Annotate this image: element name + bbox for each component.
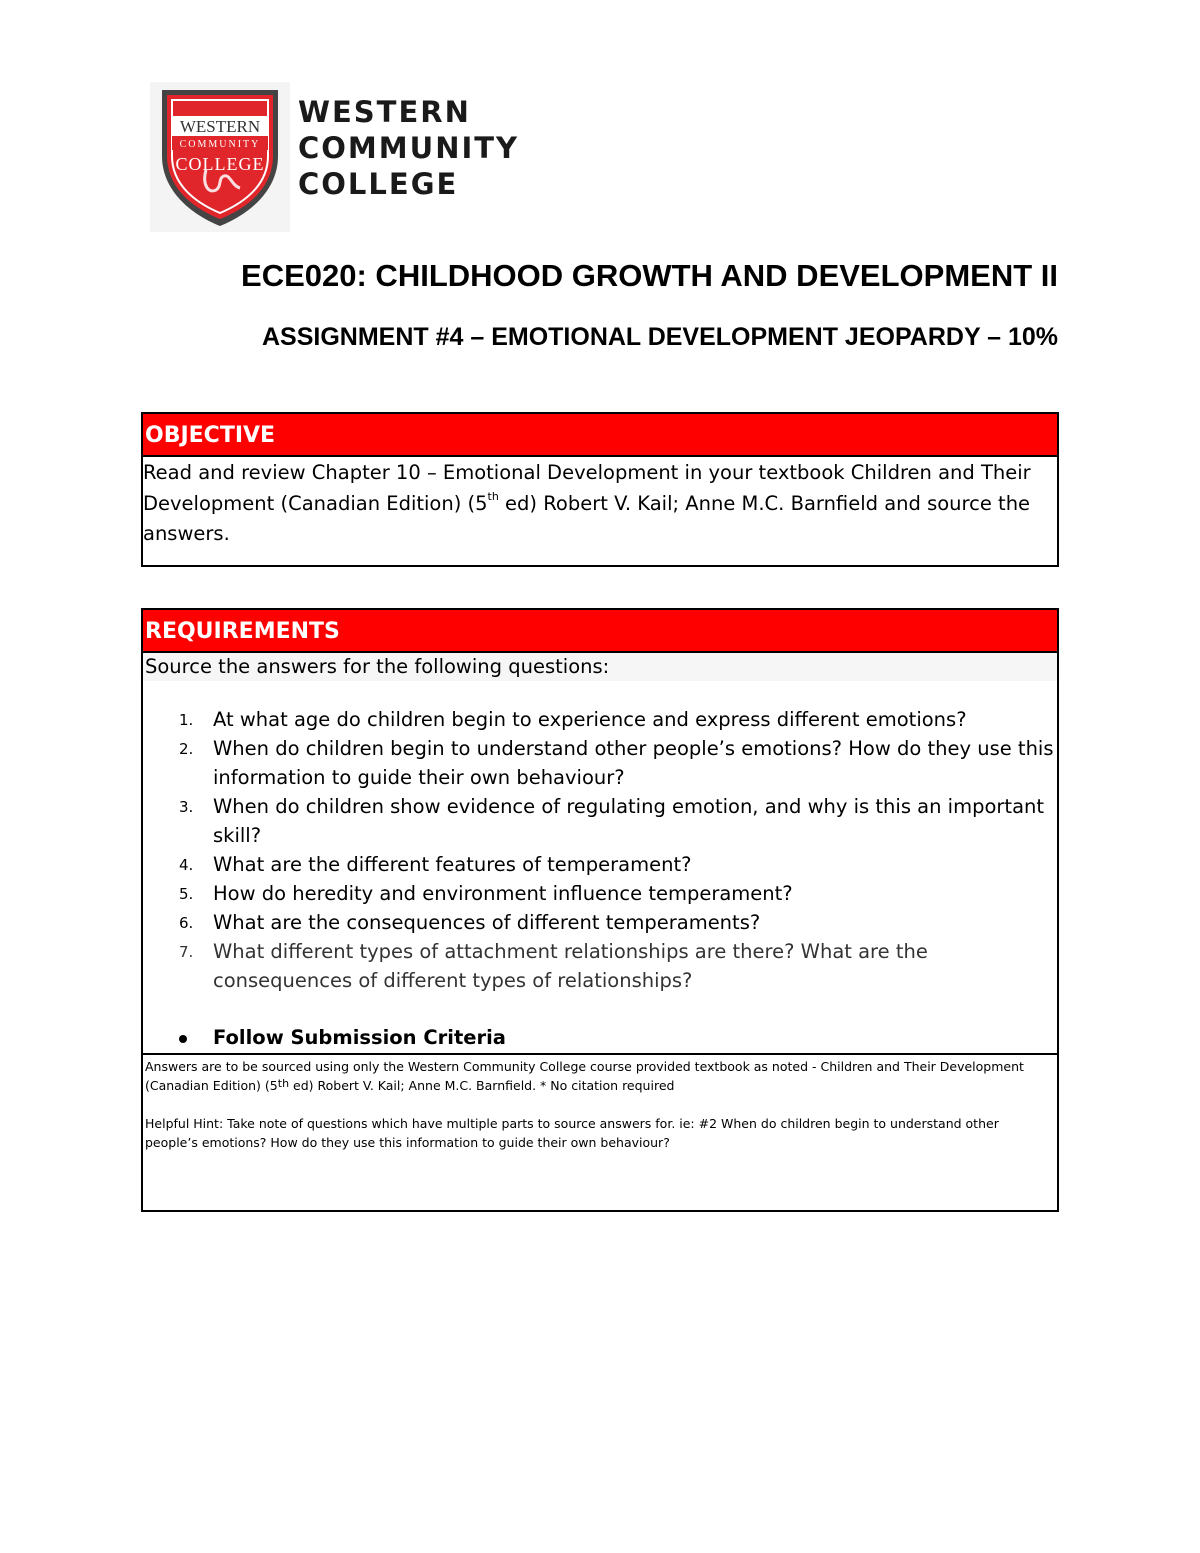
question-item [143, 734, 1057, 792]
objective-heading: OBJECTIVE [143, 414, 1057, 457]
question-number: 7. [179, 943, 194, 961]
question-text: At what age do children begin to experience and express different emotions? [213, 708, 967, 731]
assignment-title: ASSIGNMENT #4 – EMOTIONAL DEVELOPMENT JEOPARDY – 10% [261, 323, 1058, 351]
question-item [143, 908, 1057, 937]
requirements-intro: Source the answers for the following questions: [143, 653, 1057, 681]
question-number: 2. [179, 740, 194, 758]
question-text: When do children begin to understand other people’s emotions? How do they use this information to guide their own behaviour? [213, 737, 1054, 789]
shield-line-2: COMMUNITY [179, 139, 261, 150]
question-text: How do heredity and environment influence temperament? [213, 882, 793, 905]
question-list [143, 705, 1057, 995]
wordmark-line: COLLEGE [298, 167, 459, 201]
submission-label: Follow Submission Criteria [213, 1026, 506, 1049]
question-text: What are the consequences of different temperaments? [213, 911, 761, 934]
objective-text-part: Read and review Chapter 10 – Emotional Development in your textbook Children and Their Development (Canadian Edition) (5 [143, 461, 1031, 515]
question-number: 4. [179, 856, 194, 874]
note-superscript: th [277, 1077, 290, 1090]
question-text: When do children show evidence of regulating emotion, and why is this an important skill? [213, 795, 1045, 847]
course-title: ECE020: CHILDHOOD GROWTH AND DEVELOPMENT II [241, 258, 1058, 293]
submission-criteria [143, 1023, 1057, 1055]
shield-icon [158, 86, 282, 228]
submission-notes [143, 1055, 1057, 1152]
objective-superscript: th [487, 489, 499, 503]
bullet-icon [179, 1035, 187, 1043]
requirements-section [141, 608, 1059, 1212]
wordmark-line: COMMUNITY [298, 131, 520, 165]
question-text: What are the different features of temperament? [213, 853, 692, 876]
question-number: 5. [179, 885, 194, 903]
logo-wordmark [298, 94, 519, 202]
sourcing-note [145, 1057, 1043, 1095]
college-logo [150, 82, 530, 232]
note-text-part: ed) Robert V. Kail; Anne M.C. Barnfield. * No citation required [289, 1078, 675, 1093]
helpful-hint: Helpful Hint: Take note of questions which have multiple parts to source answers for. ie: #2 When do children begin to understand other people’s emotions? How do they use this information to guide their own behaviour? [145, 1116, 999, 1150]
question-number: 6. [179, 914, 194, 932]
shield-line-3: COLLEGE [175, 154, 265, 174]
question-number: 3. [179, 798, 194, 816]
question-item [143, 705, 1057, 734]
objective-text-part: ed) Robert V. Kail; Anne M.C. Barnfield and source the answers. [143, 491, 1031, 545]
wordmark-line: WESTERN [298, 95, 471, 129]
question-item [143, 850, 1057, 879]
objective-text [143, 457, 1057, 550]
question-item [143, 937, 1057, 995]
question-number: 1. [179, 711, 194, 729]
objective-section [141, 412, 1059, 567]
question-text: What different types of attachment relationships are there? What are the consequences of different types of relationships? [213, 940, 928, 992]
question-item [143, 792, 1057, 850]
note-text-part: Answers are to be sourced using only the Western Community College course provided textbook as noted - Children and Their Development (Canadian Edition) (5 [145, 1059, 1024, 1093]
requirements-heading: REQUIREMENTS [143, 610, 1057, 653]
shield-line-1: WESTERN [179, 117, 261, 136]
question-item [143, 879, 1057, 908]
